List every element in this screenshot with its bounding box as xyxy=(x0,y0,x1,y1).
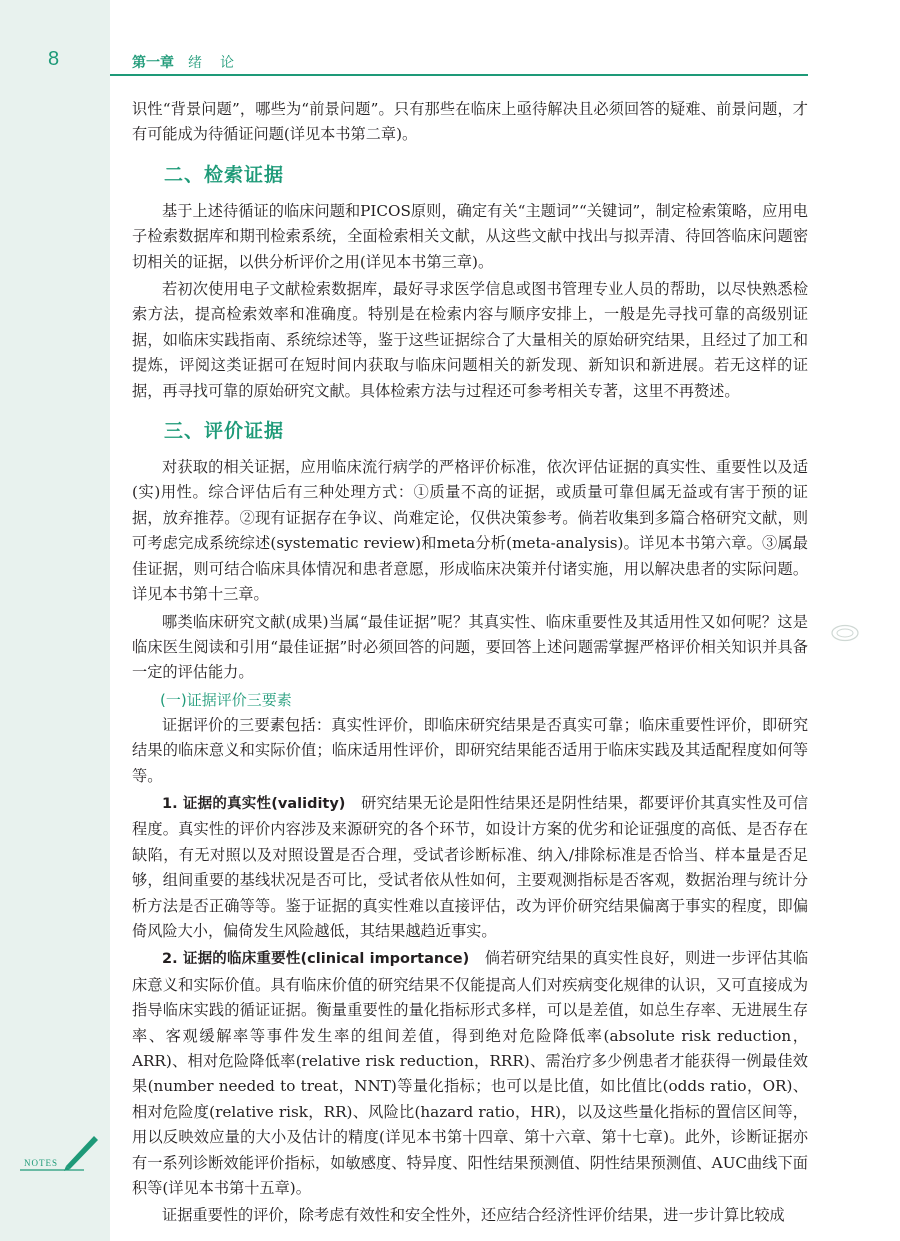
notes-label: NOTES xyxy=(24,1158,58,1168)
section-heading-search: 二、检索证据 xyxy=(164,163,285,186)
section-heading-evaluate: 三、评价证据 xyxy=(164,420,285,443)
validity-text: 研究结果无论是阳性结果还是阴性结果，都要评价其真实性及可信程度。真实性的评价内容涉及来源研究的各个环节，如设计方案的优劣和论证强度的高低、是否存在缺陷，有无对照以及对照设置是否合理，受试者诊断标准、纳入/排除标准是否恰当、样本量是否足够，组间重要的基线状况是否可比，受试者依从性如何，主要观测指标是否客观，数据治理与统计分析方法是否正确等等。鉴于证据的真实性难以直接评估，改为评价研究结果偏离于事实的程度，即偏倚风险大小，偏倚发生风险越低，其结果越趋近事实。 xyxy=(132,793,809,940)
intro-paragraph: 识性“背景问题”，哪些为“前景问题”。只有那些在临床上亟待解决且必须回答的疑难、前景问题，才有可能成为待循证问题(详见本书第二章)。 xyxy=(132,100,808,144)
page-content xyxy=(132,97,808,1229)
validity-run-head: 1. 证据的真实性(validity) xyxy=(162,795,346,812)
margin-strip xyxy=(0,0,110,1241)
publisher-watermark-icon xyxy=(830,624,860,642)
importance-run-head: 2. 证据的临床重要性(clinical importance) xyxy=(162,951,470,968)
three-elements-paragraph: 证据评价的三要素包括：真实性评价，即临床研究结果是否真实可靠；临床重要性评价，即研究结果的临床意义和实际价值；临床适用性评价，即研究结果能否适用于临床实践及其适配程度如何等等。 xyxy=(132,715,808,785)
header-rule xyxy=(110,74,808,76)
subsection-heading-three-elements: (一)证据评价三要素 xyxy=(160,690,292,709)
importance-paragraph xyxy=(132,946,808,1201)
search-paragraph-1: 基于上述待循证的临床问题和PICOS原则，确定有关“主题词”“关键词”，制定检索策略，应用电子检索数据库和期刊检索系统，全面检索相关文献，从这些文献中找出与拟弄清、待回答临床问题密切相关的证据，以供分析评价之用(详见本书第三章)。 xyxy=(132,201,808,271)
chapter-label: 第一章 xyxy=(132,55,174,71)
validity-paragraph xyxy=(132,791,808,944)
evaluate-paragraph-1: 对获取的相关证据，应用临床流行病学的严格评价标准，依次评估证据的真实性、重要性以及适(实)用性。综合评估后有三种处理方式：①质量不高的证据，或质量可靠但属无益或有害于预的证据，放弃推荐。②现有证据存在争议、尚难定论，仅供决策参考。倘若收集到多篇合格研究文献，则可考虑完成系统综述(systematic review)和meta分析(meta-analysis)。详见本书第六章。③属最佳证据，则可结合临床具体情况和患者意愿，形成临床决策并付诸实施，用以解决患者的实际问题。详见本书第十三章。 xyxy=(132,458,808,604)
notes-badge xyxy=(14,1132,104,1172)
chapter-title: 绪论 xyxy=(188,55,252,71)
closing-paragraph: 证据重要性的评价，除考虑有效性和安全性外，还应结合经济性评价结果，进一步计算比较成 xyxy=(162,1206,785,1225)
importance-text: 倘若研究结果的真实性良好，则进一步评估其临床意义和实际价值。具有临床价值的研究结果不仅能提高人们对疾病变化规律的认识，又可直接成为指导临床实践的循证证据。衡量重要性的量化指标形式多样，可以是差值，如总生存率、无进展生存率、客观缓解率等事件发生率的组间差值，得到绝对危险降低率(absolute risk reduction，ARR)、相对危险降低率(relative risk reduction，RRR)、需治疗多少例患者才能获得一例最佳效果(number needed to treat，NNT)等量化指标；也可以是比值，如比值比(odds ratio，OR)、相对危险度(relative risk，RR)、风险比(hazard ratio，HR)，以及这些量化指标的置信区间等，用以反映效应量的大小及估计的精度(详见本书第十四章、第十六章、第十七章)。此外，诊断证据亦有一系列诊断效能评价指标，如敏感度、特异度、阳性结果预测值、阴性结果预测值、AUC曲线下面积等(详见本书第十五章)。 xyxy=(132,949,809,1198)
search-paragraph-2: 若初次使用电子文献检索数据库，最好寻求医学信息或图书管理专业人员的帮助，以尽快熟悉检索方法，提高检索效率和准确度。特别是在检索内容与顺序安排上，一般是先寻找可靠的高级别证据，如临床实践指南、系统综述等，鉴于这些证据综合了大量相关的原始研究结果，且经过了加工和提炼，评阅这类证据可在短时间内获取与临床问题相关的新发现、新知识和新进展。若无这样的证据，再寻找可靠的原始研究文献。具体检索方法与过程还可参考相关专著，这里不再赘述。 xyxy=(132,280,808,400)
page-number: 8 xyxy=(48,48,60,70)
evaluate-paragraph-2: 哪类临床研究文献(成果)当属“最佳证据”呢？其真实性、临床重要性及其适用性又如何呢？这是临床医生阅读和引用“最佳证据”时必须回答的问题，要回答上述问题需掌握严格评价相关知识并具备一定的评估能力。 xyxy=(132,612,808,682)
